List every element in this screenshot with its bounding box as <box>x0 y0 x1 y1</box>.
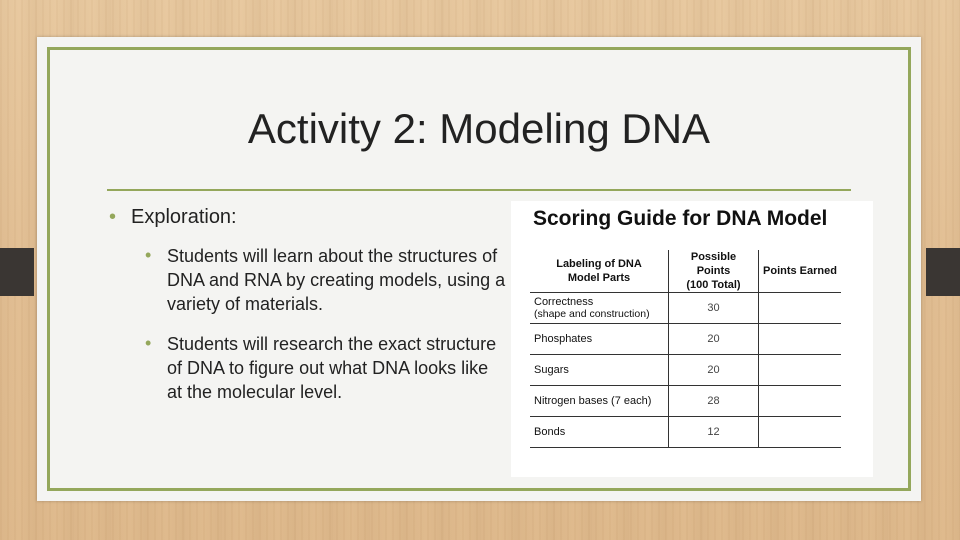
row-part: Phosphates <box>530 324 669 355</box>
table-row <box>530 293 841 324</box>
bullet-exploration-text: Exploration: <box>131 206 237 228</box>
row-earned <box>759 386 842 417</box>
table-row <box>530 417 841 448</box>
table-row <box>530 324 841 355</box>
bullet-dot-icon: • <box>145 333 152 353</box>
scoring-guide-title: Scoring Guide for DNA Model <box>533 207 828 230</box>
bullet-list <box>107 205 507 404</box>
row-part-detail: (shape and construction) <box>534 308 650 320</box>
table-header-row <box>530 250 841 293</box>
row-earned <box>759 324 842 355</box>
bullet-dot-icon: • <box>145 245 152 265</box>
sub-bullet-2-text: Students will research the exact structure of DNA to figure out what DNA looks like at the molecular level. <box>167 334 497 402</box>
header-possible-line2: (100 Total) <box>686 279 741 291</box>
row-part: Sugars <box>530 355 669 386</box>
row-part: Nitrogen bases (7 each) <box>530 386 669 417</box>
header-possible-line1: Possible Points <box>690 251 737 277</box>
row-points: 20 <box>669 355 759 386</box>
row-earned <box>759 355 842 386</box>
row-points: 20 <box>669 324 759 355</box>
row-points: 28 <box>669 386 759 417</box>
row-part <box>530 293 669 324</box>
row-earned <box>759 293 842 324</box>
slide <box>37 37 921 501</box>
row-points: 30 <box>669 293 759 324</box>
sub-bullet-2 <box>143 332 507 404</box>
row-points: 12 <box>669 417 759 448</box>
sub-bullet-1 <box>143 244 507 316</box>
bullet-dot-icon: • <box>109 206 117 228</box>
header-labeling-line1: Labeling of DNA <box>556 258 642 270</box>
header-points-earned: Points Earned <box>759 250 842 293</box>
table-row <box>530 355 841 386</box>
slide-title: Activity 2: Modeling DNA <box>247 105 711 152</box>
header-labeling-line2: Model Parts <box>567 272 631 284</box>
left-edge-tab <box>0 248 34 296</box>
scoring-table <box>530 250 841 448</box>
bullet-exploration <box>107 205 507 229</box>
header-possible-points <box>669 250 759 293</box>
table-row <box>530 386 841 417</box>
sub-bullet-1-text: Students will learn about the structures of DNA and RNA by creating models, using a variety of materials. <box>167 246 506 314</box>
right-edge-tab <box>926 248 960 296</box>
row-part-label: Correctness <box>534 296 594 308</box>
row-earned <box>759 417 842 448</box>
header-labeling <box>530 250 669 293</box>
row-part: Bonds <box>530 417 669 448</box>
scoring-guide-image <box>511 201 873 477</box>
title-divider <box>107 189 851 191</box>
